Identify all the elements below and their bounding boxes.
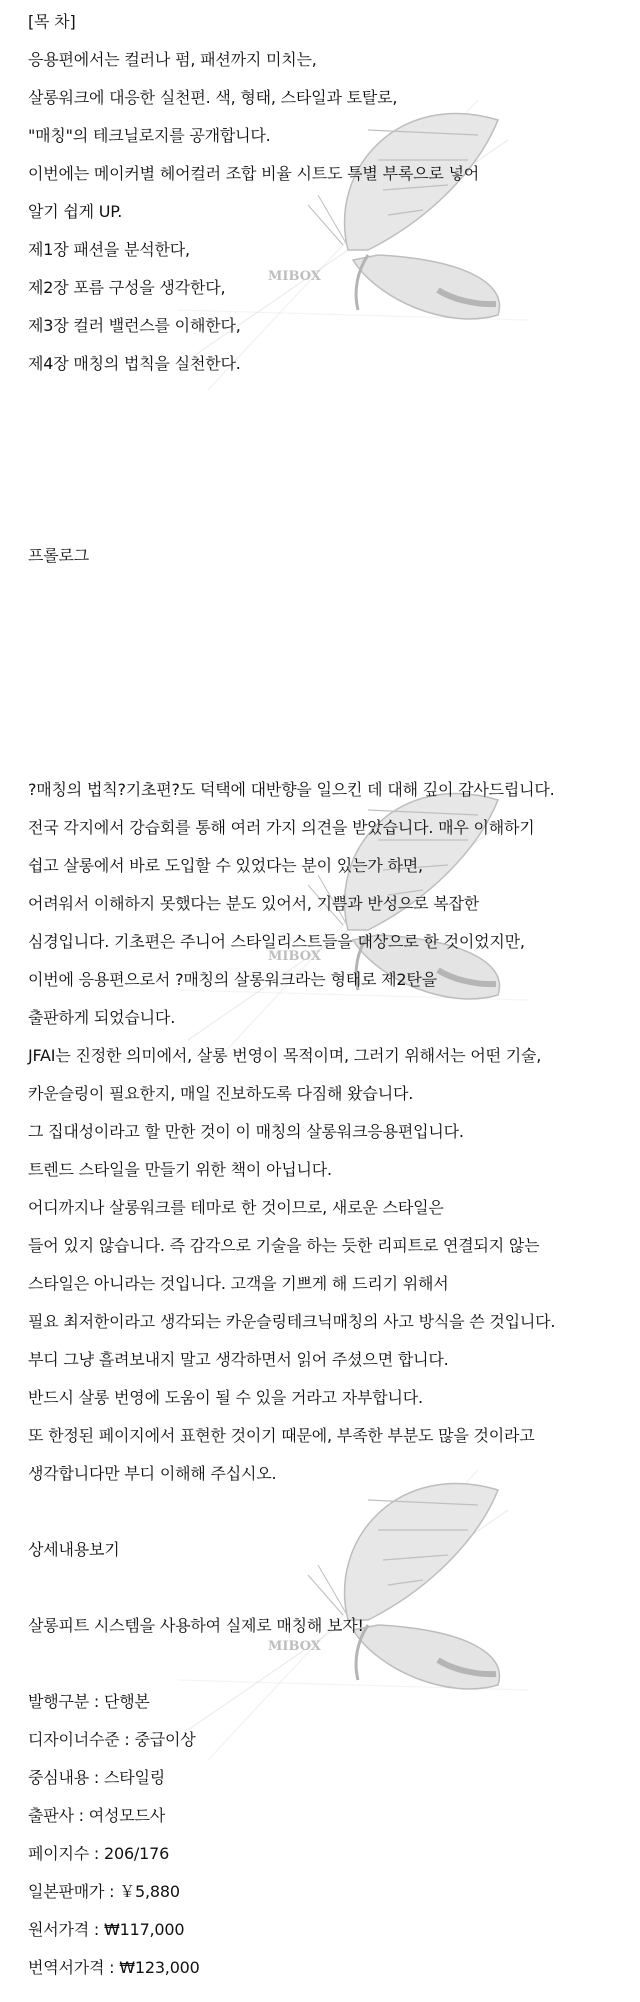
prologue-line: 이번에 응용편으로서 ?매칭의 살롱워크라는 형태로 제2탄을 [28, 970, 437, 989]
toc-line: 살롱워크에 대응한 실천편. 색, 형태, 스타일과 토탈로, [28, 88, 398, 107]
toc-line: 응용편에서는 컬러나 펌, 패션까지 미치는, [28, 50, 317, 69]
watermark-label: MIBOX [268, 949, 321, 964]
spec-main-content: 중심내용 : 스타일링 [28, 1768, 166, 1787]
spec-designer-level: 디자이너수준 : 중급이상 [28, 1730, 196, 1749]
toc-line: "매칭"의 테크닐로지를 공개합니다. [28, 126, 271, 145]
chapter-item: 제2장 포름 구성을 생각한다, [28, 278, 226, 297]
prologue-line: 어디까지나 살롱워크를 테마로 한 것이므로, 새로운 스타일은 [28, 1198, 444, 1217]
toc-heading: [목 차] [28, 12, 76, 31]
chapter-item: 제1장 패션을 분석한다, [28, 240, 190, 259]
chapter-item: 제3장 컬러 밸런스를 이해한다, [28, 316, 241, 335]
spec-japan-price: 일본판매가 : ￥5,880 [28, 1882, 180, 1901]
prologue-heading: 프롤로그 [28, 546, 90, 565]
prologue-line: 어려워서 이해하지 못했다는 분도 있어서, 기쁨과 반성으로 복잡한 [28, 894, 480, 913]
prologue-line: 트렌드 스타일을 만들기 위한 책이 아닙니다. [28, 1160, 332, 1179]
watermark-label: MIBOX [268, 1639, 321, 1654]
detail-heading: 상세내용보기 [28, 1540, 120, 1559]
toc-line: 알기 쉽게 UP. [28, 202, 123, 221]
prologue-line: 쉽고 살롱에서 바로 도입할 수 있었다는 분이 있는가 하면, [28, 856, 423, 875]
butterfly-watermark [178, 1430, 538, 1790]
chapter-item: 제4장 매칭의 법칙을 실천한다. [28, 354, 241, 373]
spec-page-count: 페이지수 : 206/176 [28, 1844, 170, 1863]
prologue-line: 카운슬링이 필요한지, 매일 진보하도록 다짐해 왔습니다. [28, 1084, 414, 1103]
toc-line: 이번에는 메이커별 헤어컬러 조합 비율 시트도 특별 부록으로 넣어 [28, 164, 480, 183]
prologue-line: 스타일은 아니라는 것입니다. 고객을 기쁘게 해 드리기 위해서 [28, 1274, 449, 1293]
spec-publish-type: 발행구분 : 단행본 [28, 1692, 150, 1711]
prologue-line: 반드시 살롱 번영에 도움이 될 수 있을 거라고 자부합니다. [28, 1388, 423, 1407]
watermark-label: MIBOX [268, 269, 321, 284]
prologue-line: 그 집대성이라고 할 만한 것이 이 매칭의 살롱워크응용편입니다. [28, 1122, 464, 1141]
prologue-line: 전국 각지에서 강습회를 통해 여러 가지 의견을 받았습니다. 매우 이해하기 [28, 818, 535, 837]
prologue-line: 출판하게 되었습니다. [28, 1008, 176, 1027]
prologue-line: 부디 그냥 흘려보내지 말고 생각하면서 읽어 주셨으면 합니다. [28, 1350, 449, 1369]
spec-translation-price: 번역서가격 : ₩123,000 [28, 1958, 200, 1977]
detail-intro: 살롱피트 시스템을 사용하여 실제로 매칭해 보자! [28, 1616, 364, 1635]
spec-publisher: 출판사 : 여성모드사 [28, 1806, 166, 1825]
prologue-line: 필요 최저한이라고 생각되는 카운슬링테크닉매칭의 사고 방식을 쓴 것입니다. [28, 1312, 556, 1331]
prologue-line: 또 한정된 페이지에서 표현한 것이기 때문에, 부족한 부분도 많을 것이라고 [28, 1426, 535, 1445]
prologue-line: 심경입니다. 기초편은 주니어 스타일리스트들을 대상으로 한 것이었지만, [28, 932, 525, 951]
spec-original-price: 원서가격 : ₩117,000 [28, 1920, 185, 1939]
prologue-line: 생각합니다만 부디 이해해 주십시오. [28, 1464, 277, 1483]
prologue-line: ?매칭의 법칙?기초편?도 덕택에 대반향을 일으킨 데 대해 깊이 감사드립니다. [28, 780, 555, 799]
prologue-line: 들어 있지 않습니다. 즉 감각으로 기술을 하는 듯한 리피트로 연결되지 않는 [28, 1236, 540, 1255]
prologue-line: JFAI는 진정한 의미에서, 살롱 번영이 목적이며, 그러기 위해서는 어떤 기술, [28, 1046, 542, 1065]
